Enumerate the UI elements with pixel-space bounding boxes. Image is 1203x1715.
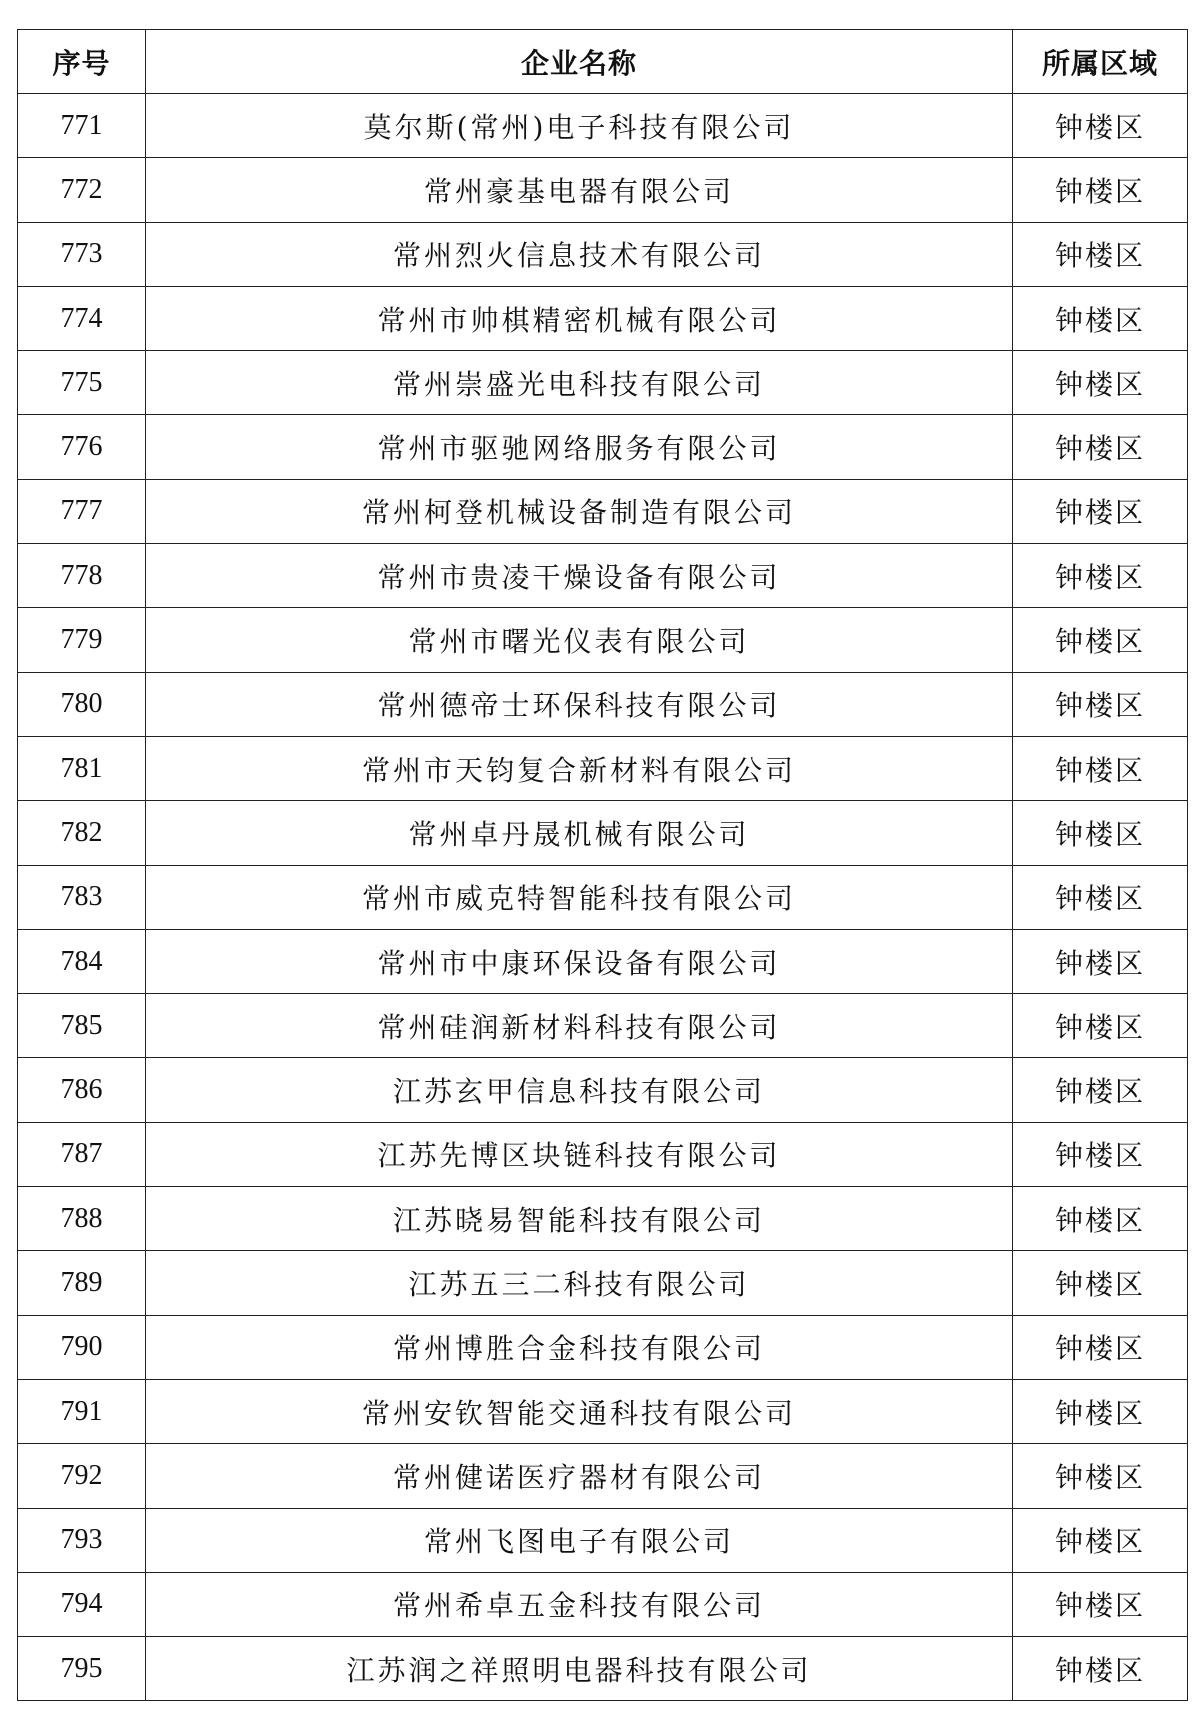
region-cell: 钟楼区 — [1013, 1122, 1188, 1186]
region-cell: 钟楼区 — [1013, 94, 1188, 158]
region-cell: 钟楼区 — [1013, 736, 1188, 800]
seq-cell: 773 — [18, 222, 146, 286]
table-row — [18, 736, 1188, 800]
table-row — [18, 1122, 1188, 1186]
company-name-cell: 常州市帅棋精密机械有限公司 — [146, 286, 1013, 350]
table-row — [18, 672, 1188, 736]
table-row — [18, 222, 1188, 286]
table-row — [18, 994, 1188, 1058]
table-row — [18, 1572, 1188, 1636]
region-cell: 钟楼区 — [1013, 672, 1188, 736]
table-row — [18, 929, 1188, 993]
table-row — [18, 351, 1188, 415]
company-name-cell: 常州崇盛光电科技有限公司 — [146, 351, 1013, 415]
region-cell: 钟楼区 — [1013, 544, 1188, 608]
company-name-cell: 常州柯登机械设备制造有限公司 — [146, 479, 1013, 543]
table-row — [18, 544, 1188, 608]
company-name-cell: 常州烈火信息技术有限公司 — [146, 222, 1013, 286]
region-cell: 钟楼区 — [1013, 479, 1188, 543]
region-cell: 钟楼区 — [1013, 222, 1188, 286]
company-name-cell: 江苏玄甲信息科技有限公司 — [146, 1058, 1013, 1122]
seq-cell: 781 — [18, 736, 146, 800]
company-name-cell: 常州市天钧复合新材料有限公司 — [146, 736, 1013, 800]
company-name-cell: 常州卓丹晟机械有限公司 — [146, 801, 1013, 865]
company-name-cell: 常州市中康环保设备有限公司 — [146, 929, 1013, 993]
seq-cell: 777 — [18, 479, 146, 543]
table-row — [18, 286, 1188, 350]
seq-cell: 794 — [18, 1572, 146, 1636]
region-cell: 钟楼区 — [1013, 286, 1188, 350]
header-region: 所属区域 — [1013, 30, 1188, 94]
region-cell: 钟楼区 — [1013, 929, 1188, 993]
seq-cell: 786 — [18, 1058, 146, 1122]
company-name-cell: 江苏晓易智能科技有限公司 — [146, 1187, 1013, 1251]
region-cell: 钟楼区 — [1013, 1315, 1188, 1379]
company-name-cell: 常州市曙光仪表有限公司 — [146, 608, 1013, 672]
table-row — [18, 801, 1188, 865]
company-name-cell: 江苏润之祥照明电器科技有限公司 — [146, 1637, 1013, 1701]
company-name-cell: 常州安钦智能交通科技有限公司 — [146, 1379, 1013, 1443]
header-row — [18, 30, 1188, 94]
region-cell: 钟楼区 — [1013, 415, 1188, 479]
seq-cell: 793 — [18, 1508, 146, 1572]
region-cell: 钟楼区 — [1013, 994, 1188, 1058]
company-name-cell: 常州市贵凌干燥设备有限公司 — [146, 544, 1013, 608]
company-name-cell: 常州德帝士环保科技有限公司 — [146, 672, 1013, 736]
seq-cell: 776 — [18, 415, 146, 479]
company-name-cell: 常州飞图电子有限公司 — [146, 1508, 1013, 1572]
table-row — [18, 1315, 1188, 1379]
seq-cell: 791 — [18, 1379, 146, 1443]
seq-cell: 788 — [18, 1187, 146, 1251]
table-row — [18, 608, 1188, 672]
company-name-cell: 常州博胜合金科技有限公司 — [146, 1315, 1013, 1379]
company-name-cell: 江苏五三二科技有限公司 — [146, 1251, 1013, 1315]
region-cell: 钟楼区 — [1013, 1637, 1188, 1701]
table-row — [18, 1637, 1188, 1701]
seq-cell: 792 — [18, 1444, 146, 1508]
seq-cell: 779 — [18, 608, 146, 672]
region-cell: 钟楼区 — [1013, 801, 1188, 865]
region-cell: 钟楼区 — [1013, 1251, 1188, 1315]
region-cell: 钟楼区 — [1013, 1058, 1188, 1122]
seq-cell: 783 — [18, 865, 146, 929]
region-cell: 钟楼区 — [1013, 865, 1188, 929]
seq-cell: 771 — [18, 94, 146, 158]
company-name-cell: 常州健诺医疗器材有限公司 — [146, 1444, 1013, 1508]
region-cell: 钟楼区 — [1013, 1508, 1188, 1572]
seq-cell: 774 — [18, 286, 146, 350]
region-cell: 钟楼区 — [1013, 1444, 1188, 1508]
seq-cell: 789 — [18, 1251, 146, 1315]
seq-cell: 790 — [18, 1315, 146, 1379]
company-name-cell: 常州豪基电器有限公司 — [146, 158, 1013, 222]
table-row — [18, 1444, 1188, 1508]
table-row — [18, 1379, 1188, 1443]
company-name-cell: 常州市驱驰网络服务有限公司 — [146, 415, 1013, 479]
table-row — [18, 865, 1188, 929]
header-company-name: 企业名称 — [146, 30, 1013, 94]
company-name-cell: 江苏先博区块链科技有限公司 — [146, 1122, 1013, 1186]
table-row — [18, 1251, 1188, 1315]
seq-cell: 795 — [18, 1637, 146, 1701]
seq-cell: 772 — [18, 158, 146, 222]
seq-cell: 778 — [18, 544, 146, 608]
table-row — [18, 1508, 1188, 1572]
seq-cell: 784 — [18, 929, 146, 993]
table-row — [18, 479, 1188, 543]
table-body — [18, 94, 1188, 1701]
company-name-cell: 常州硅润新材料科技有限公司 — [146, 994, 1013, 1058]
company-table — [17, 29, 1188, 1701]
table-row — [18, 415, 1188, 479]
table-header — [18, 30, 1188, 94]
table-row — [18, 1058, 1188, 1122]
region-cell: 钟楼区 — [1013, 1379, 1188, 1443]
region-cell: 钟楼区 — [1013, 608, 1188, 672]
region-cell: 钟楼区 — [1013, 351, 1188, 415]
region-cell: 钟楼区 — [1013, 1187, 1188, 1251]
seq-cell: 785 — [18, 994, 146, 1058]
header-seq: 序号 — [18, 30, 146, 94]
table-row — [18, 158, 1188, 222]
company-name-cell: 莫尔斯(常州)电子科技有限公司 — [146, 94, 1013, 158]
company-name-cell: 常州希卓五金科技有限公司 — [146, 1572, 1013, 1636]
table-row — [18, 94, 1188, 158]
seq-cell: 780 — [18, 672, 146, 736]
region-cell: 钟楼区 — [1013, 1572, 1188, 1636]
table-row — [18, 1187, 1188, 1251]
company-name-cell: 常州市威克特智能科技有限公司 — [146, 865, 1013, 929]
seq-cell: 782 — [18, 801, 146, 865]
region-cell: 钟楼区 — [1013, 158, 1188, 222]
seq-cell: 775 — [18, 351, 146, 415]
seq-cell: 787 — [18, 1122, 146, 1186]
